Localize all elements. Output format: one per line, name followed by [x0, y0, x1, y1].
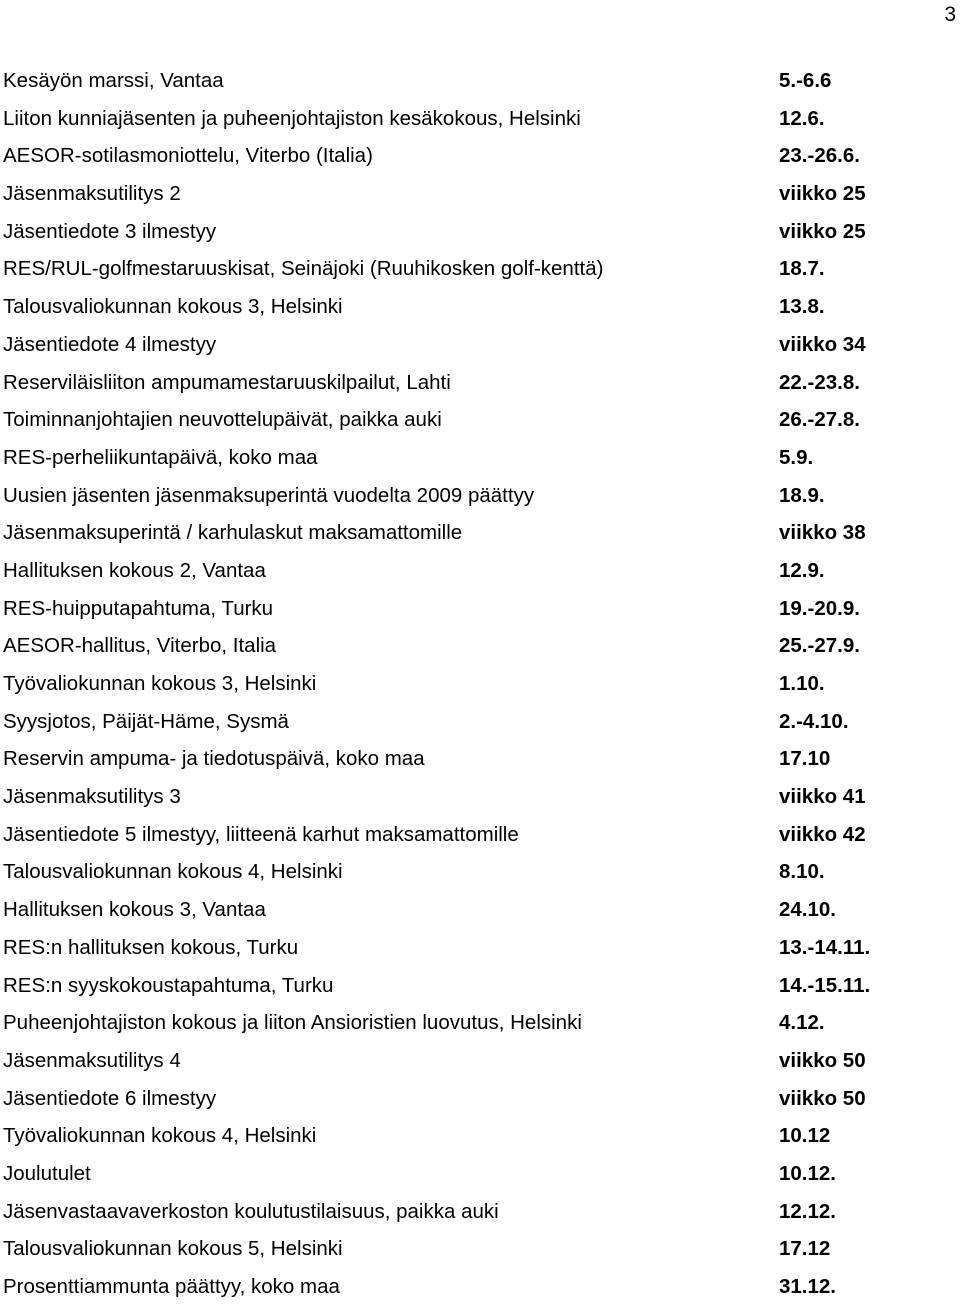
event-name: Syysjotos, Päijät-Häme, Sysmä — [3, 709, 289, 733]
schedule-row — [3, 62, 943, 100]
event-name: RES:n hallituksen kokous, Turku — [3, 935, 299, 959]
schedule-row — [3, 514, 943, 552]
event-name: Hallituksen kokous 3, Vantaa — [3, 898, 266, 922]
event-date: 25.-27.9. — [779, 634, 860, 658]
schedule-row — [3, 1117, 943, 1155]
schedule-row — [3, 778, 943, 816]
schedule-row — [3, 816, 943, 854]
event-name: RES-huipputapahtuma, Turku — [3, 596, 274, 620]
event-name: Jäsenmaksuperintä / karhulaskut maksamattomille — [3, 521, 463, 545]
schedule-row — [3, 477, 943, 515]
event-date: 10.12 — [779, 1124, 831, 1148]
schedule-row — [3, 288, 943, 326]
event-date: 12.9. — [779, 558, 825, 582]
schedule-row — [3, 590, 943, 628]
event-name: Joulutulet — [3, 1161, 91, 1185]
schedule-row — [3, 1004, 943, 1042]
event-date: 13.-14.11. — [779, 935, 871, 959]
event-date: 18.7. — [779, 257, 825, 281]
event-date: 17.12 — [779, 1237, 831, 1261]
event-name: Jäsentiedote 3 ilmestyy — [3, 219, 217, 243]
schedule-row — [3, 552, 943, 590]
event-name: RES:n syyskokoustapahtuma, Turku — [3, 973, 334, 997]
event-name: Jäsentiedote 5 ilmestyy, liitteenä karhut maksamattomille — [3, 822, 519, 846]
event-name: Jäsentiedote 6 ilmestyy — [3, 1086, 217, 1110]
event-name: Talousvaliokunnan kokous 3, Helsinki — [3, 295, 343, 319]
schedule-row — [3, 213, 943, 251]
schedule-row — [3, 1042, 943, 1080]
event-date: 1.10. — [779, 672, 825, 695]
schedule-row — [3, 364, 943, 402]
event-schedule — [3, 62, 943, 1306]
event-name: RES/RUL-golfmestaruuskisat, Seinäjoki (Ruuhikosken golf-kenttä) — [3, 257, 604, 281]
event-date: 8.10. — [779, 860, 825, 884]
schedule-row — [3, 175, 943, 213]
schedule-row — [3, 1193, 943, 1231]
event-date: 14.-15.11. — [779, 973, 871, 997]
event-date: 26.-27.8. — [779, 408, 860, 432]
event-date: viikko 38 — [779, 521, 866, 545]
event-date: viikko 50 — [779, 1048, 866, 1072]
event-date: 12.6. — [779, 106, 825, 130]
event-date: 18.9. — [779, 483, 825, 507]
event-name: Reservin ampuma- ja tiedotuspäivä, koko maa — [3, 747, 425, 771]
event-name: Liiton kunniajäsenten ja puheenjohtajiston kesäkokous, Helsinki — [3, 106, 581, 130]
schedule-row — [3, 100, 943, 138]
event-date: viikko 34 — [779, 332, 866, 356]
event-name: AESOR-hallitus, Viterbo, Italia — [3, 634, 277, 658]
schedule-row — [3, 929, 943, 967]
event-date: 10.12. — [779, 1161, 836, 1185]
schedule-row — [3, 401, 943, 439]
schedule-row — [3, 439, 943, 477]
event-date: 5.-6.6 — [779, 69, 832, 92]
event-name: Reserviläisliiton ampumamestaruuskilpailut, Lahti — [3, 370, 451, 394]
schedule-row — [3, 703, 943, 741]
event-name: Työvaliokunnan kokous 3, Helsinki — [3, 672, 317, 695]
event-date: 17.10 — [779, 747, 831, 771]
event-name: Toiminnanjohtajien neuvottelupäivät, paikka auki — [3, 408, 442, 432]
event-date: 24.10. — [779, 898, 836, 922]
event-date: 4.12. — [779, 1011, 825, 1035]
event-date: 31.12. — [779, 1275, 836, 1298]
schedule-row — [3, 1155, 943, 1193]
schedule-row — [3, 891, 943, 929]
event-name: Jäsenmaksutilitys 2 — [3, 182, 181, 206]
event-name: Uusien jäsenten jäsenmaksuperintä vuodelta 2009 päättyy — [3, 483, 535, 507]
event-name: Jäsenmaksutilitys 3 — [3, 785, 181, 809]
event-date: 22.-23.8. — [779, 370, 860, 394]
schedule-row — [3, 137, 943, 175]
schedule-row — [3, 967, 943, 1005]
event-name: RES-perheliikuntapäivä, koko maa — [3, 445, 318, 469]
schedule-row — [3, 665, 943, 703]
event-date: 13.8. — [779, 295, 825, 319]
event-name: Puheenjohtajiston kokous ja liiton Ansioristien luovutus, Helsinki — [3, 1011, 582, 1035]
event-name: Prosenttiammunta päättyy, koko maa — [3, 1275, 340, 1298]
schedule-row — [3, 1268, 943, 1306]
event-name: Työvaliokunnan kokous 4, Helsinki — [3, 1124, 317, 1148]
event-date: viikko 25 — [779, 219, 866, 243]
event-date: 12.12. — [779, 1199, 836, 1223]
event-name: Jäsenvastaavaverkoston koulutustilaisuus, paikka auki — [3, 1199, 499, 1223]
event-date: viikko 41 — [779, 785, 866, 809]
event-date: viikko 42 — [779, 822, 866, 846]
schedule-row — [3, 1230, 943, 1268]
event-name: Talousvaliokunnan kokous 5, Helsinki — [3, 1237, 343, 1261]
event-name: Kesäyön marssi, Vantaa — [3, 69, 224, 92]
event-date: viikko 25 — [779, 182, 866, 206]
event-date: viikko 50 — [779, 1086, 866, 1110]
schedule-row — [3, 740, 943, 778]
event-date: 23.-26.6. — [779, 144, 860, 168]
event-name: Talousvaliokunnan kokous 4, Helsinki — [3, 860, 343, 884]
event-name: Jäsentiedote 4 ilmestyy — [3, 332, 217, 356]
event-name: Hallituksen kokous 2, Vantaa — [3, 558, 266, 582]
event-name: AESOR-sotilasmoniottelu, Viterbo (Italia) — [3, 144, 373, 168]
schedule-row — [3, 326, 943, 364]
schedule-row — [3, 1080, 943, 1118]
schedule-row — [3, 853, 943, 891]
schedule-row — [3, 250, 943, 288]
schedule-row — [3, 627, 943, 665]
event-date: 2.-4.10. — [779, 709, 849, 733]
event-date: 19.-20.9. — [779, 596, 860, 620]
event-date: 5.9. — [779, 445, 814, 469]
event-name: Jäsenmaksutilitys 4 — [3, 1048, 181, 1072]
page-number: 3 — [944, 3, 956, 26]
